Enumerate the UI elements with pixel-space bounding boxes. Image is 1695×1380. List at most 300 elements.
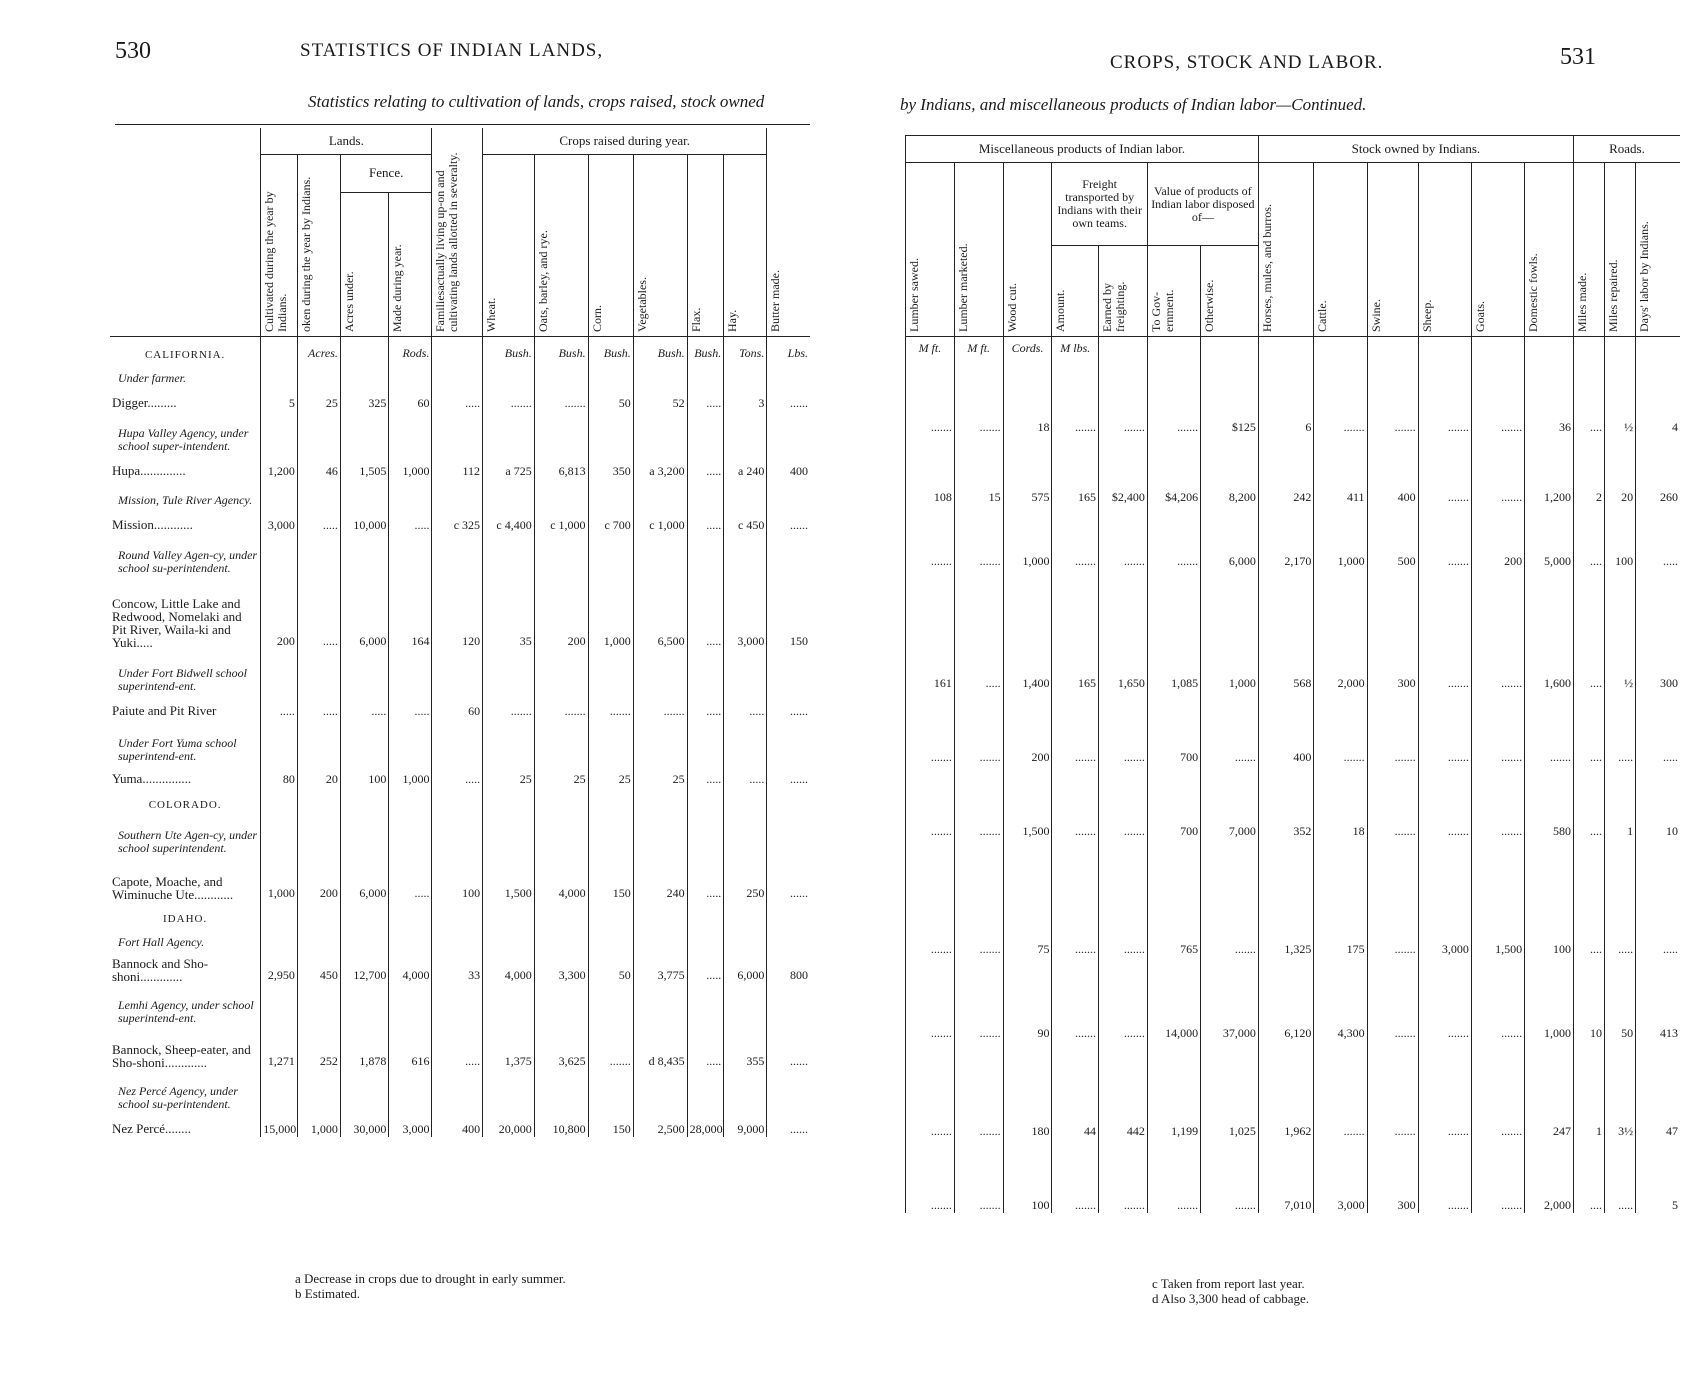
table-cell: 1,325	[1258, 839, 1313, 957]
crops-table-body	[110, 337, 810, 1137]
unit-cell	[1471, 337, 1524, 361]
table-cell: 1,000	[588, 575, 633, 649]
table-cell: .....	[1605, 691, 1636, 765]
table-row	[110, 337, 810, 361]
table-cell	[588, 533, 633, 575]
table-cell: 8,200	[1201, 435, 1259, 505]
table-cell: .......	[1418, 569, 1471, 691]
table-cell	[724, 719, 767, 763]
unit-cell: M ft.	[954, 337, 1003, 361]
table-cell: Bush.	[633, 337, 687, 361]
table-cell	[534, 649, 588, 693]
table-cell	[724, 983, 767, 1025]
group-lands: Lands.	[261, 128, 432, 155]
table-cell: 450	[297, 949, 340, 983]
table-cell	[633, 479, 687, 507]
table-cell: .......	[1367, 1041, 1418, 1139]
table-cell: 200	[1471, 505, 1524, 569]
table-cell: 164	[389, 575, 432, 649]
table-cell: .....	[687, 763, 724, 787]
table-cell: .......	[1099, 765, 1148, 839]
crops-table	[110, 128, 810, 1137]
running-head-right: CROPS, STOCK AND LABOR.	[1110, 52, 1384, 73]
table-cell: ....	[1573, 505, 1604, 569]
table-cell: .......	[1099, 505, 1148, 569]
row-label: IDAHO.	[163, 912, 208, 925]
table-cell	[261, 411, 298, 453]
table-cell: .....	[1605, 1139, 1636, 1213]
col-oats: Oats, barley, and rye.	[534, 155, 588, 337]
table-cell	[767, 411, 810, 453]
unit-cell	[1258, 337, 1313, 361]
table-row	[110, 855, 810, 901]
table-cell: a 240	[724, 453, 767, 479]
table-cell	[767, 811, 810, 855]
row-label: COLORADO.	[148, 798, 222, 811]
table-cell: 6,500	[633, 575, 687, 649]
table-cell	[432, 649, 483, 693]
table-cell: 6,000	[724, 949, 767, 983]
table-cell: .......	[1367, 361, 1418, 435]
table-cell	[767, 533, 810, 575]
row-label: Capote, Moache, and Wiminuche Ute............	[112, 873, 234, 901]
table-cell: .......	[1471, 957, 1524, 1041]
table-cell	[724, 925, 767, 949]
table-cell: 150	[767, 575, 810, 649]
table-cell: a 3,200	[633, 453, 687, 479]
unit-cell	[1573, 337, 1604, 361]
table-cell: ......	[767, 693, 810, 719]
table-cell: .......	[534, 385, 588, 411]
table-cell	[483, 925, 535, 949]
table-cell: 1,500	[1471, 839, 1524, 957]
row-label: Bannock, Sheep-eater, and Sho-shoni.............	[112, 1041, 251, 1069]
table-cell	[483, 533, 535, 575]
table-cell: 4	[1636, 361, 1680, 435]
table-cell	[687, 719, 724, 763]
table-cell	[633, 533, 687, 575]
row-label: Under Fort Yuma school superintend-ent.	[118, 735, 237, 763]
table-cell: .....	[297, 693, 340, 719]
row-label: Hupa..............	[112, 462, 186, 478]
table-cell: 100	[1605, 505, 1636, 569]
table-cell: .......	[1471, 435, 1524, 505]
table-cell: .......	[1099, 1139, 1148, 1213]
table-cell: 1	[1605, 765, 1636, 839]
table-cell	[687, 361, 724, 385]
table-cell: Acres.	[297, 337, 340, 361]
footnote-b: b Estimated.	[295, 1286, 360, 1301]
table-cell	[389, 719, 432, 763]
table-cell: 60	[432, 693, 483, 719]
table-cell	[340, 787, 388, 811]
col-acres-under: Acres under.	[340, 192, 388, 336]
table-cell: 200	[261, 575, 298, 649]
table-cell: .......	[1314, 1041, 1367, 1139]
table-cell: 765	[1147, 839, 1200, 957]
table-cell: .......	[906, 361, 955, 435]
table-cell: 100	[432, 855, 483, 901]
table-cell	[633, 719, 687, 763]
table-cell	[534, 1069, 588, 1111]
table-cell: ....	[1573, 839, 1604, 957]
col-broken: oken during the year by Indians.	[297, 155, 340, 337]
table-cell	[724, 901, 767, 925]
table-subtitle-left: Statistics relating to cultivation of lands, crops raised, stock owned	[308, 92, 765, 111]
table-cell: .....	[687, 453, 724, 479]
row-label: Paiute and Pit River	[112, 702, 217, 718]
table-cell: .......	[954, 957, 1003, 1041]
table-cell: .......	[1418, 1041, 1471, 1139]
table-cell: .......	[906, 839, 955, 957]
table-cell: 3,000	[389, 1111, 432, 1137]
table-cell	[687, 983, 724, 1025]
table-cell	[432, 925, 483, 949]
table-cell: ....	[1573, 765, 1604, 839]
table-cell: ....	[1573, 361, 1604, 435]
stub-header	[110, 128, 261, 155]
table-cell: .......	[1367, 839, 1418, 957]
table-cell: 6,000	[340, 575, 388, 649]
table-cell: 90	[1003, 957, 1052, 1041]
table-cell: 25	[588, 763, 633, 787]
table-cell: 1,000	[1314, 505, 1367, 569]
row-label: Nez Percé........	[112, 1120, 192, 1136]
table-cell: .......	[954, 1139, 1003, 1213]
table-cell	[261, 719, 298, 763]
table-cell: 2,000	[1314, 569, 1367, 691]
table-cell: 1,000	[389, 453, 432, 479]
table-cell	[389, 983, 432, 1025]
table-cell	[633, 787, 687, 811]
table-cell: Bush.	[588, 337, 633, 361]
col-butter: Butter made.	[767, 128, 810, 337]
table-cell	[767, 901, 810, 925]
table-cell	[534, 811, 588, 855]
table-cell	[483, 1069, 535, 1111]
table-cell: 5	[1636, 1139, 1680, 1213]
table-cell: .....	[389, 693, 432, 719]
table-cell: 1,962	[1258, 1041, 1313, 1139]
table-cell: .......	[906, 691, 955, 765]
table-cell: .......	[1052, 505, 1099, 569]
table-cell: 6,813	[534, 453, 588, 479]
table-cell: 10,000	[340, 507, 388, 533]
table-cell: ½	[1605, 569, 1636, 691]
table-cell	[297, 901, 340, 925]
table-cell	[389, 787, 432, 811]
page-number-right: 531	[1560, 44, 1596, 70]
table-cell: .......	[1471, 765, 1524, 839]
table-row	[110, 925, 810, 949]
table-row	[110, 901, 810, 925]
table-cell: 2,950	[261, 949, 298, 983]
table-cell: 25	[534, 763, 588, 787]
table-cell: 200	[534, 575, 588, 649]
table-cell	[389, 649, 432, 693]
table-cell	[633, 411, 687, 453]
table-cell: 1,600	[1525, 569, 1574, 691]
row-label: Yuma...............	[112, 770, 192, 786]
table-cell: ......	[767, 1025, 810, 1069]
table-cell	[340, 1069, 388, 1111]
table-cell: 52	[633, 385, 687, 411]
table-cell: 1,000	[261, 855, 298, 901]
table-cell: 25	[297, 385, 340, 411]
table-row	[906, 435, 1681, 505]
col-families: Familiesactually living up-on and cultivating lands allotted in severalty.	[432, 128, 483, 337]
table-cell	[767, 479, 810, 507]
table-cell: .......	[906, 1139, 955, 1213]
table-cell: .....	[687, 1025, 724, 1069]
table-cell: 20,000	[483, 1111, 535, 1137]
left-page	[0, 0, 820, 1380]
table-cell	[483, 361, 535, 385]
table-cell	[687, 533, 724, 575]
table-cell	[534, 901, 588, 925]
table-cell	[389, 901, 432, 925]
table-cell: 6,000	[1201, 505, 1259, 569]
table-cell: ......	[767, 385, 810, 411]
table-cell: 1,650	[1099, 569, 1148, 691]
table-cell	[534, 479, 588, 507]
table-cell: 4,000	[483, 949, 535, 983]
table-cell	[340, 533, 388, 575]
unit-cell	[1099, 337, 1148, 361]
table-cell	[588, 925, 633, 949]
table-cell	[261, 361, 298, 385]
table-cell: .....	[687, 855, 724, 901]
table-cell	[297, 925, 340, 949]
table-cell	[687, 787, 724, 811]
table-cell: 1,200	[1525, 435, 1574, 505]
table-cell: 700	[1147, 765, 1200, 839]
table-cell	[767, 983, 810, 1025]
table-cell	[483, 649, 535, 693]
table-cell: ......	[767, 855, 810, 901]
table-cell	[340, 719, 388, 763]
table-cell	[297, 787, 340, 811]
table-cell: Lbs.	[767, 337, 810, 361]
col-wood-cut: Wood cut.	[1003, 163, 1052, 337]
table-cell	[588, 983, 633, 1025]
table-cell	[724, 811, 767, 855]
table-cell: .....	[687, 575, 724, 649]
unit-cell	[1525, 337, 1574, 361]
row-label: Fort Hall Agency.	[118, 934, 205, 949]
table-cell	[340, 649, 388, 693]
table-cell: .......	[1525, 691, 1574, 765]
row-label: Bannock and Sho-shoni.............	[112, 955, 209, 983]
table-cell: $125	[1201, 361, 1259, 435]
table-cell: 1,000	[389, 763, 432, 787]
table-cell: 108	[906, 435, 955, 505]
table-cell	[261, 479, 298, 507]
table-cell	[297, 983, 340, 1025]
table-cell: 1,400	[1003, 569, 1052, 691]
table-cell: 6,000	[340, 855, 388, 901]
table-row	[110, 1111, 810, 1137]
table-cell: 80	[261, 763, 298, 787]
table-cell	[432, 983, 483, 1025]
row-label: Under Fort Bidwell school superintend-ent.	[118, 665, 247, 693]
table-cell: 1,500	[483, 855, 535, 901]
table-cell: .......	[954, 361, 1003, 435]
table-cell	[261, 1069, 298, 1111]
table-cell: .......	[588, 1025, 633, 1069]
table-cell: c 4,400	[483, 507, 535, 533]
table-cell: 10	[1636, 765, 1680, 839]
unit-cell: M lbs.	[1052, 337, 1099, 361]
col-made-during-year: Made during year.	[389, 192, 432, 336]
table-cell	[724, 479, 767, 507]
page-number-left: 530	[115, 38, 151, 64]
table-cell: 50	[588, 949, 633, 983]
table-cell: .......	[1471, 569, 1524, 691]
col-horses: Horses, mules, and burros.	[1258, 163, 1313, 337]
table-cell: 1,271	[261, 1025, 298, 1069]
table-cell: .......	[1471, 361, 1524, 435]
table-cell	[432, 1069, 483, 1111]
table-cell: .......	[1418, 1139, 1471, 1213]
table-cell: 442	[1099, 1041, 1148, 1139]
table-cell: d 8,435	[633, 1025, 687, 1069]
unit-cell: M ft.	[906, 337, 955, 361]
table-cell	[297, 811, 340, 855]
table-row	[110, 385, 810, 411]
table-cell	[588, 787, 633, 811]
table-cell	[432, 361, 483, 385]
table-cell: 6,120	[1258, 957, 1313, 1041]
group-roads: Roads.	[1573, 136, 1680, 163]
row-label: CALIFORNIA.	[144, 348, 226, 361]
table-cell: $4,206	[1147, 435, 1200, 505]
table-cell	[588, 719, 633, 763]
table-cell	[767, 649, 810, 693]
table-cell: 75	[1003, 839, 1052, 957]
table-cell: 568	[1258, 569, 1313, 691]
table-row	[110, 479, 810, 507]
table-cell: .......	[1314, 361, 1367, 435]
table-cell	[432, 479, 483, 507]
table-cell: 2,000	[1525, 1139, 1574, 1213]
table-cell: 3	[724, 385, 767, 411]
table-row	[110, 361, 810, 385]
table-cell: 247	[1525, 1041, 1574, 1139]
table-cell: .......	[483, 693, 535, 719]
table-cell: 25	[633, 763, 687, 787]
table-cell: 352	[1258, 765, 1313, 839]
table-cell: .......	[588, 693, 633, 719]
table-cell: 3,625	[534, 1025, 588, 1069]
table-cell: .......	[1052, 957, 1099, 1041]
table-cell: 325	[340, 385, 388, 411]
row-label: Nez Percé Agency, under school su-perintendent.	[118, 1083, 238, 1111]
table-cell: .......	[633, 693, 687, 719]
table-cell: 200	[297, 855, 340, 901]
table-cell: 150	[588, 1111, 633, 1137]
table-cell	[534, 925, 588, 949]
table-cell: 3,000	[261, 507, 298, 533]
table-cell	[687, 901, 724, 925]
table-cell: ......	[767, 763, 810, 787]
table-cell: 500	[1367, 505, 1418, 569]
table-cell: .......	[1052, 691, 1099, 765]
table-cell: $2,400	[1099, 435, 1148, 505]
table-cell	[261, 337, 298, 361]
table-cell: .......	[1099, 691, 1148, 765]
table-cell: .......	[1418, 435, 1471, 505]
table-cell	[534, 411, 588, 453]
table-cell: 12,700	[340, 949, 388, 983]
table-cell: 60	[389, 385, 432, 411]
table-cell	[340, 361, 388, 385]
table-cell	[297, 649, 340, 693]
table-cell	[389, 1069, 432, 1111]
table-subtitle-right: by Indians, and miscellaneous products of Indian labor—Continued.	[900, 95, 1367, 114]
table-cell	[633, 361, 687, 385]
table-cell: 35	[483, 575, 535, 649]
unit-cell	[1367, 337, 1418, 361]
col-to-government: To Gov-ernment.	[1147, 246, 1200, 337]
table-cell: 5	[261, 385, 298, 411]
table-cell	[340, 983, 388, 1025]
table-row	[906, 361, 1681, 435]
table-cell: .......	[1471, 691, 1524, 765]
table-cell: 20	[1605, 435, 1636, 505]
table-cell: 18	[1314, 765, 1367, 839]
table-cell	[687, 411, 724, 453]
table-cell: .....	[432, 1025, 483, 1069]
col-lumber-marketed: Lumber marketed.	[954, 163, 1003, 337]
table-cell: .......	[1367, 957, 1418, 1041]
table-cell: .....	[724, 763, 767, 787]
table-cell: .....	[389, 507, 432, 533]
table-cell: .....	[954, 569, 1003, 691]
table-cell: .....	[297, 575, 340, 649]
table-cell: a 725	[483, 453, 535, 479]
group-crops: Crops raised during year.	[483, 128, 767, 155]
table-cell	[297, 411, 340, 453]
table-cell: Bush.	[483, 337, 535, 361]
table-cell: 300	[1636, 569, 1680, 691]
table-cell	[767, 361, 810, 385]
table-cell	[297, 533, 340, 575]
table-cell	[724, 649, 767, 693]
col-goats: Goats.	[1471, 163, 1524, 337]
col-lumber-sawed: Lumber sawed.	[906, 163, 955, 337]
table-cell: 46	[297, 453, 340, 479]
table-cell: 9,000	[724, 1111, 767, 1137]
table-cell: .......	[1099, 839, 1148, 957]
table-cell: 4,000	[389, 949, 432, 983]
row-label: Mission............	[112, 516, 193, 532]
table-cell: .......	[1314, 691, 1367, 765]
table-cell: .......	[906, 505, 955, 569]
unit-cell	[1636, 337, 1680, 361]
table-cell	[261, 787, 298, 811]
table-cell: 400	[432, 1111, 483, 1137]
table-cell: 800	[767, 949, 810, 983]
table-cell: 1,500	[1003, 765, 1052, 839]
table-cell	[483, 411, 535, 453]
table-cell	[432, 533, 483, 575]
table-cell	[340, 411, 388, 453]
table-cell	[588, 901, 633, 925]
table-cell: Rods.	[389, 337, 432, 361]
footnote-d: d Also 3,300 head of cabbage.	[1152, 1291, 1310, 1306]
table-cell: .......	[954, 1041, 1003, 1139]
